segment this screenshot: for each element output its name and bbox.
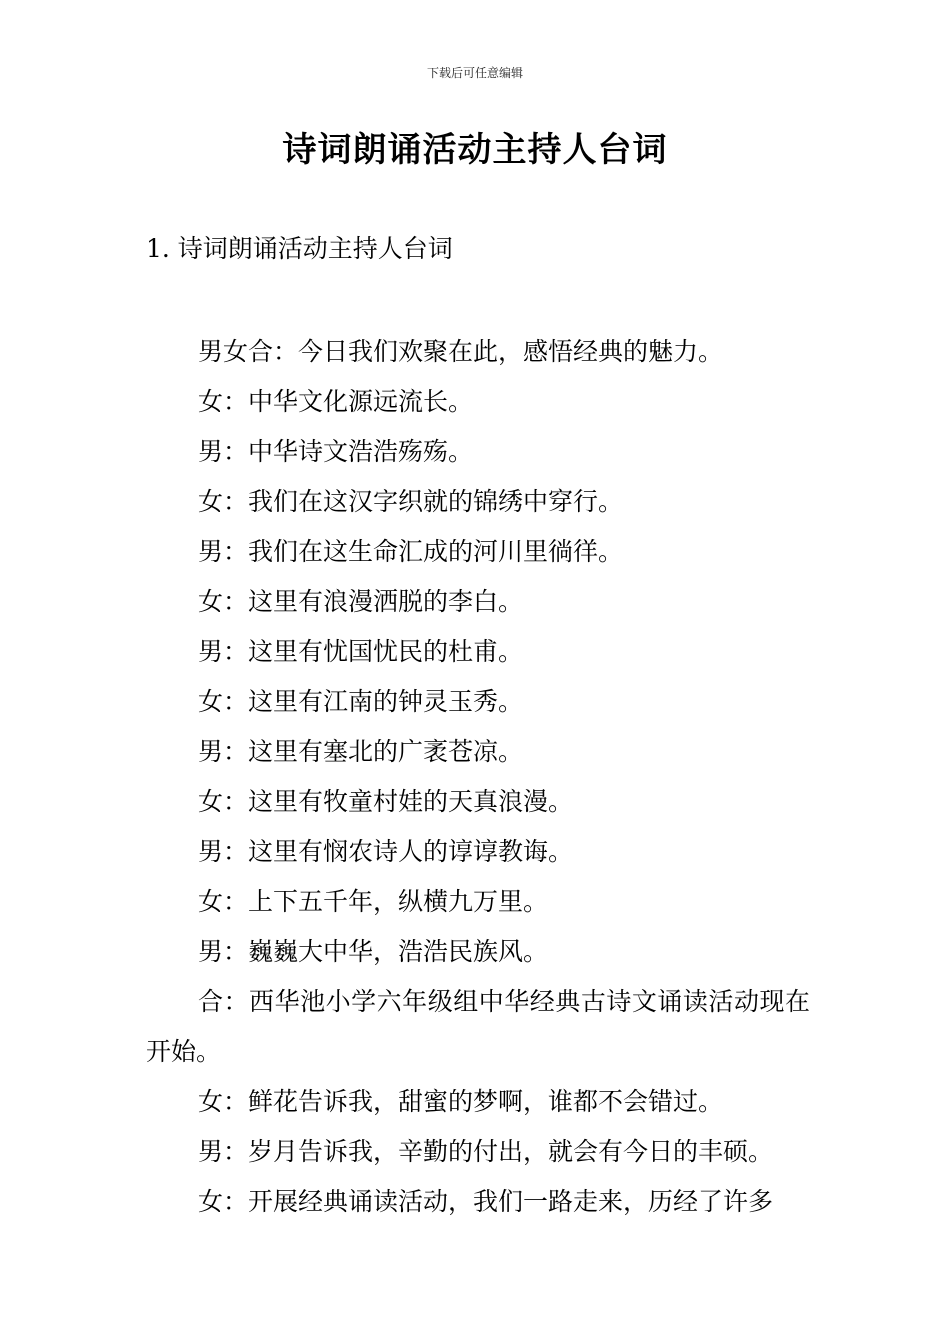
script-line: 女：这里有牧童村娃的天真浪漫。 <box>198 787 574 816</box>
header-note: 下载后可任意编辑 <box>426 66 523 80</box>
script-line: 男：巍巍大中华，浩浩民族风。 <box>198 937 549 966</box>
script-line: 女：这里有浪漫洒脱的李白。 <box>198 587 524 616</box>
script-line: 合：西华池小学六年级组中华经典古诗文诵读活动现在开始。 <box>146 987 810 1066</box>
script-line: 女：中华文化源远流长。 <box>198 387 474 416</box>
script-body <box>146 327 810 1227</box>
script-line: 男：我们在这生命汇成的河川里徜徉。 <box>198 537 624 566</box>
document-title: 诗词朗诵活动主持人台词 <box>282 130 668 170</box>
script-line: 女：开展经典诵读活动，我们一路走来，历经了许多 <box>198 1187 774 1216</box>
script-line: 男：中华诗文浩浩殇殇。 <box>198 437 474 466</box>
script-line: 男：这里有塞北的广袤苍凉。 <box>198 737 524 766</box>
script-line: 女：上下五千年，纵横九万里。 <box>198 887 549 916</box>
script-line: 女：鲜花告诉我，甜蜜的梦啊，谁都不会错过。 <box>198 1087 724 1116</box>
script-line: 女：这里有江南的钟灵玉秀。 <box>198 687 524 716</box>
script-line: 男：这里有忧国忧民的杜甫。 <box>198 637 524 666</box>
script-line: 男：岁月告诉我，辛勤的付出，就会有今日的丰硕。 <box>198 1137 774 1166</box>
script-line: 女：我们在这汉字织就的锦绣中穿行。 <box>198 487 624 516</box>
script-line: 男：这里有悯农诗人的谆谆教诲。 <box>198 837 574 866</box>
script-line: 男女合：今日我们欢聚在此，感悟经典的魅力。 <box>198 337 724 366</box>
section-heading: 1. 诗词朗诵活动主持人台词 <box>146 234 453 263</box>
